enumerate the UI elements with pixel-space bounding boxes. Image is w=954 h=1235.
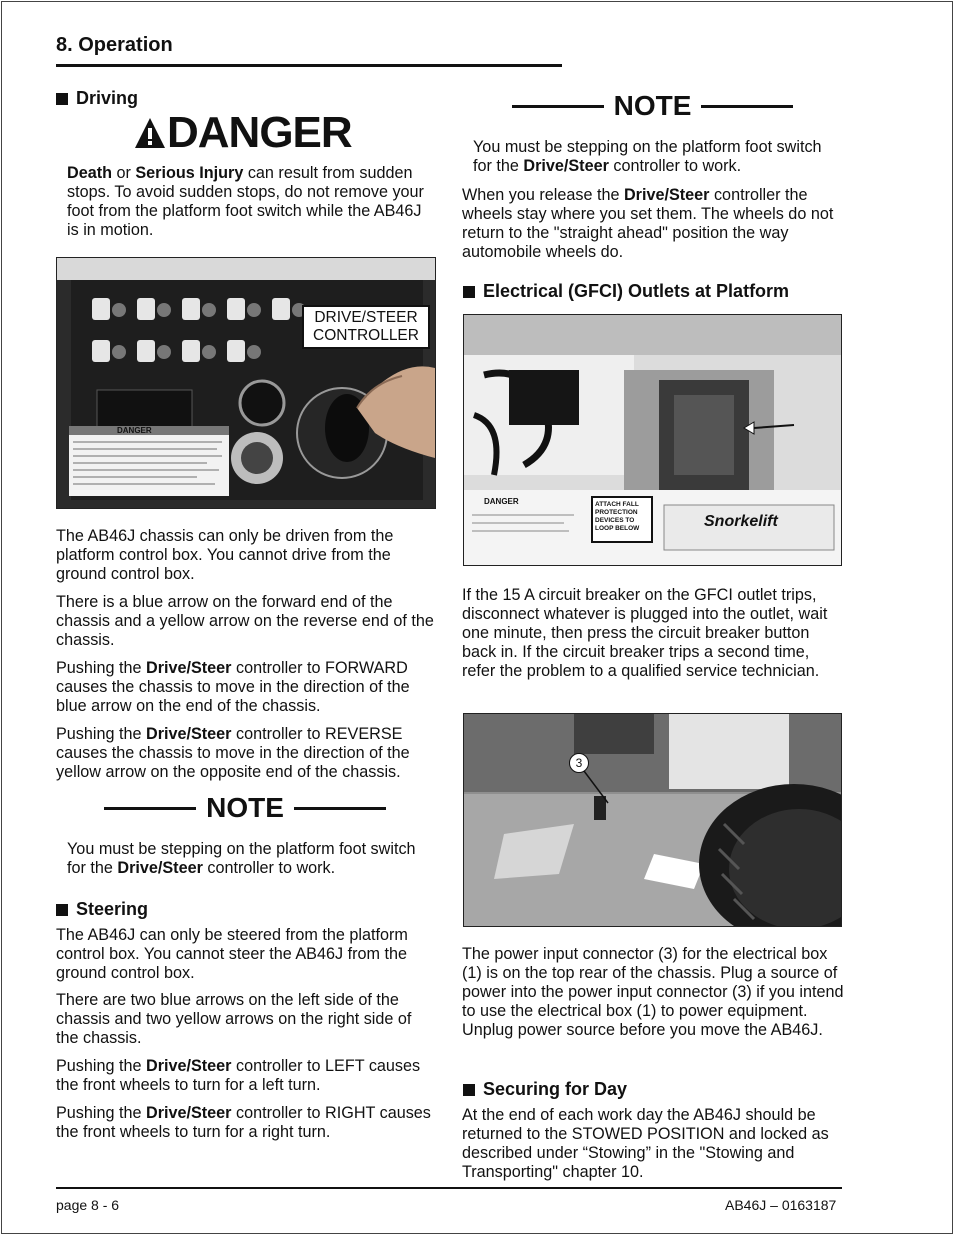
release-a: When you release the [462,186,624,204]
driving-p1: The AB46J chassis can only be driven from the platform control box. You cannot drive from the ground control box. [56,527,394,583]
driving-p4-c: controller to REVERSE causes the chassis to move in the direction of the yellow arrow on the opposite end of the chassis. [56,725,410,781]
securing-heading-text: Securing for Day [483,1079,628,1099]
driving-heading-text: Driving [76,88,139,108]
danger-text [67,164,427,240]
note-right-a: You must be stepping on the platform foot switch for the [473,138,822,175]
driving-p2: There is a blue arrow on the forward end of the chassis and a yellow arrow on the reverse end of the chassis. [56,593,434,649]
note-label-right: NOTE [613,90,692,121]
driving-p4 [56,725,436,782]
note-left-a: You must be stepping on the platform foot switch for the [67,840,416,877]
note-left-text [67,840,427,878]
note-rule-right [701,105,793,108]
danger-banner [133,108,352,158]
note-left-c: controller to work. [202,859,336,877]
document-id: AB46J – 0163187 [725,1197,837,1213]
callout-3-leader [582,769,612,809]
power-p1: The power input connector (3) for the electrical box (1) is on the top rear of the chassis. Plug a source of power into the power input connector (3) if you intend to use the electrical box (1) to power equipment. Unplug power source before you move the AB46J. [462,945,844,1039]
driving-p4-a: Pushing the [56,725,146,743]
photo-danger-label: DANGER [484,497,519,506]
warning-triangle-icon [133,116,167,150]
steering-p3 [56,1057,436,1095]
steering-p4-b: Drive/Steer [146,1104,232,1122]
driving-p4-b: Drive/Steer [146,725,232,743]
note-banner-left [100,792,390,824]
note-right-c: controller to work. [608,157,742,175]
danger-text-part-2: or [111,164,136,182]
steering-p4-a: Pushing the [56,1104,146,1122]
driving-heading [56,88,138,109]
note-right-b: Drive/Steer [523,157,609,175]
driving-p3 [56,659,436,716]
header-rule [56,64,562,67]
note-rule-left [512,105,604,108]
driving-p3-c: controller to FORWARD causes the chassis to move in the direction of the blue arrow on the end of the chassis. [56,659,410,715]
chassis-photo [463,713,842,927]
bullet-square-icon [56,904,68,916]
danger-text-bold-3: Serious Injury [135,164,244,182]
steering-p1: The AB46J can only be steered from the platform control box. You cannot steer the AB46J from the ground control box. [56,926,408,982]
note-banner-right [510,90,795,122]
gfci-heading [463,281,789,302]
bullet-square-icon [56,93,68,105]
gfci-outlet-photo [463,314,842,566]
footer-rule [56,1187,842,1189]
securing-heading [463,1079,627,1100]
release-c: controller the wheels stay where you set them. The wheels do not return to the "straight ahead" position the way automobile wheels do. [462,186,834,261]
brand-logo: Snorkelift [704,513,778,530]
fall-protection-sign: ATTACH FALL PROTECTION DEVICES TO LOOP BELOW [595,501,640,532]
bullet-square-icon [463,286,475,298]
steering-p3-b: Drive/Steer [146,1057,232,1075]
drive-steer-callout [302,305,430,349]
release-text [462,186,844,262]
gfci-p1: If the 15 A circuit breaker on the GFCI outlet trips, disconnect whatever is plugged into the outlet, wait one minute, then press the circuit breaker button back in. If the circuit breaker trips a second time, refer the problem to a qualified service technician. [462,586,828,680]
steering-heading [56,899,148,920]
photo-danger-sticker: DANGER [117,426,152,435]
note-label-left: NOTE [206,792,284,823]
callout-3-label: 3 [569,753,589,773]
note-rule-right [294,807,386,810]
steering-p4-c: controller to RIGHT causes the front wheels to turn for a right turn. [56,1104,431,1141]
control-box-photo [56,257,436,509]
danger-label: DANGER [167,108,352,157]
steering-p4 [56,1104,436,1142]
callout-line-1: DRIVE/STEER [314,309,418,326]
page-number: page 8 - 6 [56,1197,120,1213]
driving-p3-b: Drive/Steer [146,659,232,677]
note-right-text [473,138,833,176]
steering-p2: There are two blue arrows on the left side of the chassis and two yellow arrows on the right side of the chassis. [56,991,412,1047]
steering-p3-c: controller to LEFT causes the front wheels to turn for a left turn. [56,1057,421,1094]
release-b: Drive/Steer [623,186,710,204]
callout-line-2: CONTROLLER [313,327,419,344]
driving-p3-a: Pushing the [56,659,146,677]
note-rule-left [104,807,196,810]
note-left-b: Drive/Steer [117,859,203,877]
chapter-title: 8. Operation [56,34,173,56]
steering-heading-text: Steering [76,899,149,919]
gfci-heading-text: Electrical (GFCI) Outlets at Platform [483,281,790,301]
gfci-illustration [464,315,841,565]
securing-p1: At the end of each work day the AB46J should be returned to the STOWED POSITION and locked as described under “Stowing” in the "Stowing and Transporting" chapter 10. [462,1106,829,1181]
chassis-illustration [464,714,841,926]
steering-p3-a: Pushing the [56,1057,146,1075]
danger-text-bold-1: Death [67,164,112,182]
control-box-illustration [57,258,435,508]
bullet-square-icon [463,1084,475,1096]
danger-text-part-4: can result from sudden stops. To avoid sudden stops, do not remove your foot from the platform foot switch while the AB46J is in motion. [67,164,424,239]
